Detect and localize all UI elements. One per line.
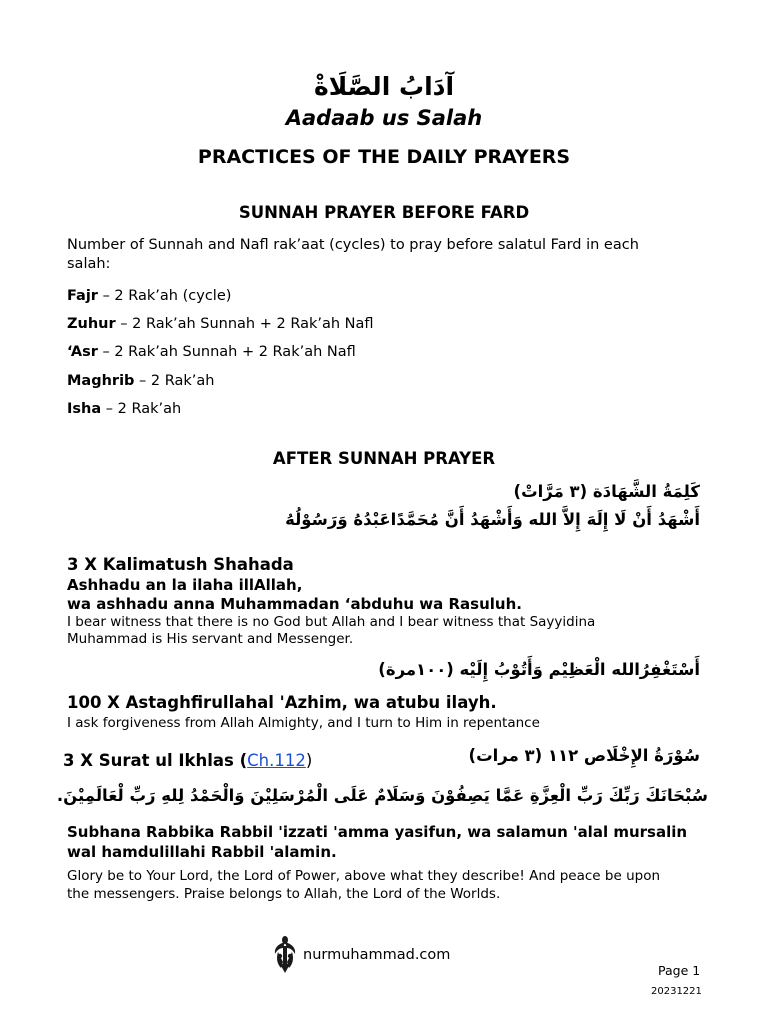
prayer-item-fajr xyxy=(67,288,231,304)
prayer-name: Zuhur xyxy=(67,316,116,332)
date-code: 20231221 xyxy=(651,986,702,997)
shahada-transliteration-line2: wa ashhadu anna Muhammadan ‘abduhu wa Rasuluh. xyxy=(67,595,522,613)
page-number: Page 1 xyxy=(658,963,701,978)
shahada-arabic-title: كَلِمَةُ الشَّهَادَة (٣ مَرَّاتْ) xyxy=(513,482,700,501)
ikhlas-title-suffix: ) xyxy=(305,751,313,770)
subhana-meaning-line1: Glory be to Your Lord, the Lord of Power, above what they describe! And peace be upon xyxy=(67,868,661,884)
prayer-detail: – 2 Rak’ah xyxy=(101,401,182,417)
prayer-item-asr xyxy=(67,344,356,360)
shahada-transliteration-line1: Ashhadu an la ilaha illAllah, xyxy=(67,576,303,594)
ikhlas-title xyxy=(63,751,312,770)
istighfar-arabic-text: أَسْتَغْفِرُالله الْعَظِيْم وَأَتُوْبُ إِلَيْه (١٠٠مرة) xyxy=(378,660,700,679)
prayer-detail: – 2 Rak’ah Sunnah + 2 Rak’ah Nafl xyxy=(115,316,374,332)
shahada-meaning-line1: I bear witness that there is no God but Allah and I bear witness that Sayyidina xyxy=(67,614,596,630)
prayer-item-isha xyxy=(67,401,181,417)
intro-text-line2: salah: xyxy=(67,256,111,272)
prayer-item-zuhur xyxy=(67,316,374,332)
istighfar-title: 100 X Astaghfirullahal 'Azhim, wa atubu ilayh. xyxy=(67,693,497,712)
prayer-name: Fajr xyxy=(67,288,98,304)
intro-text-line1: Number of Sunnah and Nafl rak’aat (cycles) to pray before salatul Fard in each xyxy=(67,237,639,253)
ikhlas-arabic-title: سُوْرَةُ الإِخْلَاص ١١٢ (٣ مرات) xyxy=(468,746,700,765)
subhana-transliteration-line1: Subhana Rabbika Rabbil 'izzati 'amma yasifun, wa salamun 'alal mursalin xyxy=(67,823,688,841)
prayer-name: ‘Asr xyxy=(67,344,98,360)
istighfar-meaning: I ask forgiveness from Allah Almighty, and I turn to Him in repentance xyxy=(67,715,540,731)
shahada-arabic-text: أَشْهَدُ أَنْ لَا إِلَهَ إِلاَّ الله وَأَشْهَدُ أَنَّ مُحَمَّدًاعَبْدُهُ وَرَسُوْلُهُ xyxy=(285,510,700,529)
prayer-detail: – 2 Rak’ah (cycle) xyxy=(97,288,232,304)
prayer-name: Isha xyxy=(67,401,102,417)
arabic-title: آدَابُ الصَّلَاةْ xyxy=(313,72,455,101)
prayer-detail: – 2 Rak’ah xyxy=(134,373,215,389)
subhana-meaning-line2: the messengers. Praise belongs to Allah, the Lord of the Worlds. xyxy=(67,886,501,902)
transliterated-title: Aadaab us Salah xyxy=(285,106,483,130)
prayer-name: Maghrib xyxy=(67,373,135,389)
section-heading-before-fard: SUNNAH PRAYER BEFORE FARD xyxy=(238,203,530,222)
subhana-transliteration-line2: wal hamdulillahi Rabbil 'alamin. xyxy=(67,843,337,861)
prayer-item-maghrib xyxy=(67,373,214,389)
shahada-title: 3 X Kalimatush Shahada xyxy=(67,555,294,574)
shahada-meaning-line2: Muhammad is His servant and Messenger. xyxy=(67,631,354,647)
footer-website: nurmuhammad.com xyxy=(303,947,451,963)
page-title: PRACTICES OF THE DAILY PRAYERS xyxy=(197,146,571,168)
tughra-logo-icon xyxy=(272,934,298,974)
chapter-112-link[interactable]: Ch.112 xyxy=(247,751,306,770)
prayer-detail: – 2 Rak’ah Sunnah + 2 Rak’ah Nafl xyxy=(97,344,356,360)
subhana-arabic-text: سُبْحَانَكَ رَبِّكَ رَبِّ الْعِزَّةِ عَمَّا يَصِفُوْنَ وَسَلَامٌ عَلَى الْمُرْسَلِيْنَ وَالْحَمْدُ لِلهِ رَبِّ لْعَالَمِيْنَ. xyxy=(56,786,708,805)
section-heading-after-sunnah: AFTER SUNNAH PRAYER xyxy=(272,449,496,468)
ikhlas-title-prefix: 3 X Surat ul Ikhlas ( xyxy=(63,751,248,770)
